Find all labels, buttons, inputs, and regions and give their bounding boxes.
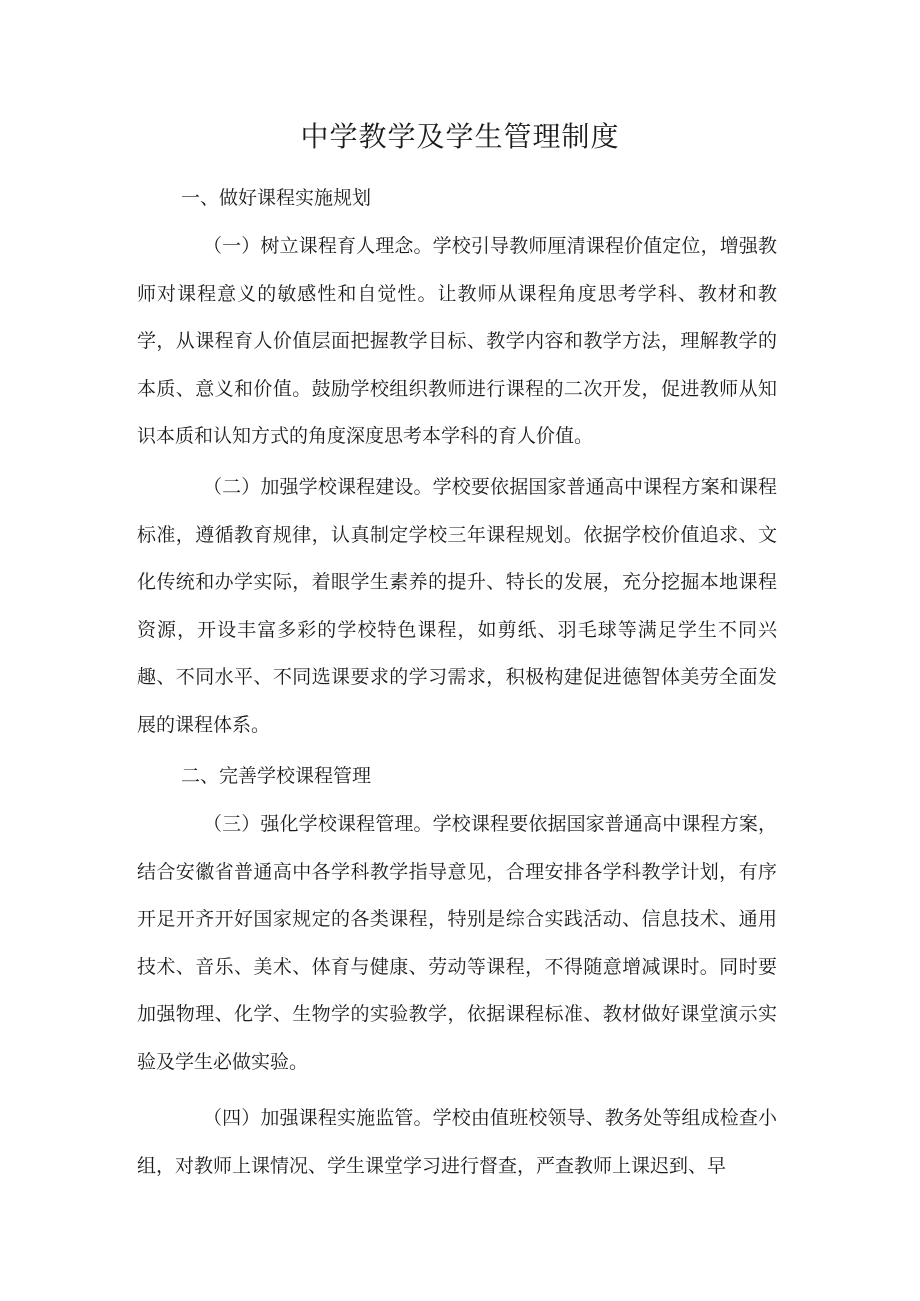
document-title: 中学教学及学生管理制度 <box>300 120 620 153</box>
section-heading-1: 一、做好课程实施规划 <box>181 187 372 209</box>
section-heading-2: 二、完善学校课程管理 <box>181 765 372 787</box>
paragraph-3: （三）强化学校课程管理。学校课程要依据国家普通高中课程方案，结合安徽省普通高中各学科教学指导意见，合理安排各学科教学计划，有序开足开齐开好国家规定的各类课程，特别是综合实践活动、信息技术、通用技术、音乐、美术、体育与健康、劳动等课程，不得随意增减课时。同时要加强物理、化学、生物学的实验教学，依据课程标准、教材做好课堂演示实验及学生必做实验。 <box>137 813 777 1073</box>
paragraph-4: （四）加强课程实施监管。学校由值班校领导、教务处等组成检查小组，对教师上课情况、学生课堂学习进行督查，严查教师上课迟到、早 <box>137 1107 777 1177</box>
paragraph-1: （一）树立课程育人理念。学校引导教师厘清课程价值定位，增强教师对课程意义的敏感性和自觉性。让教师从课程角度思考学科、教材和教学，从课程育人价值层面把握教学目标、教学内容和教学方法，理解教学的本质、意义和价值。鼓励学校组织教师进行课程的二次开发，促进教师从知识本质和认知方式的角度深度思考本学科的育人价值。 <box>137 235 777 447</box>
paragraph-2: （二）加强学校课程建设。学校要依据国家普通高中课程方案和课程标准，遵循教育规律，认真制定学校三年课程规划。依据学校价值追求、文化传统和办学实际，着眼学生素养的提升、特长的发展，充分挖掘本地课程资源，开设丰富多彩的学校特色课程，如剪纸、羽毛球等满足学生不同兴趣、不同水平、不同选课要求的学习需求，积极构建促进德智体美劳全面发展的课程体系。 <box>137 476 777 736</box>
